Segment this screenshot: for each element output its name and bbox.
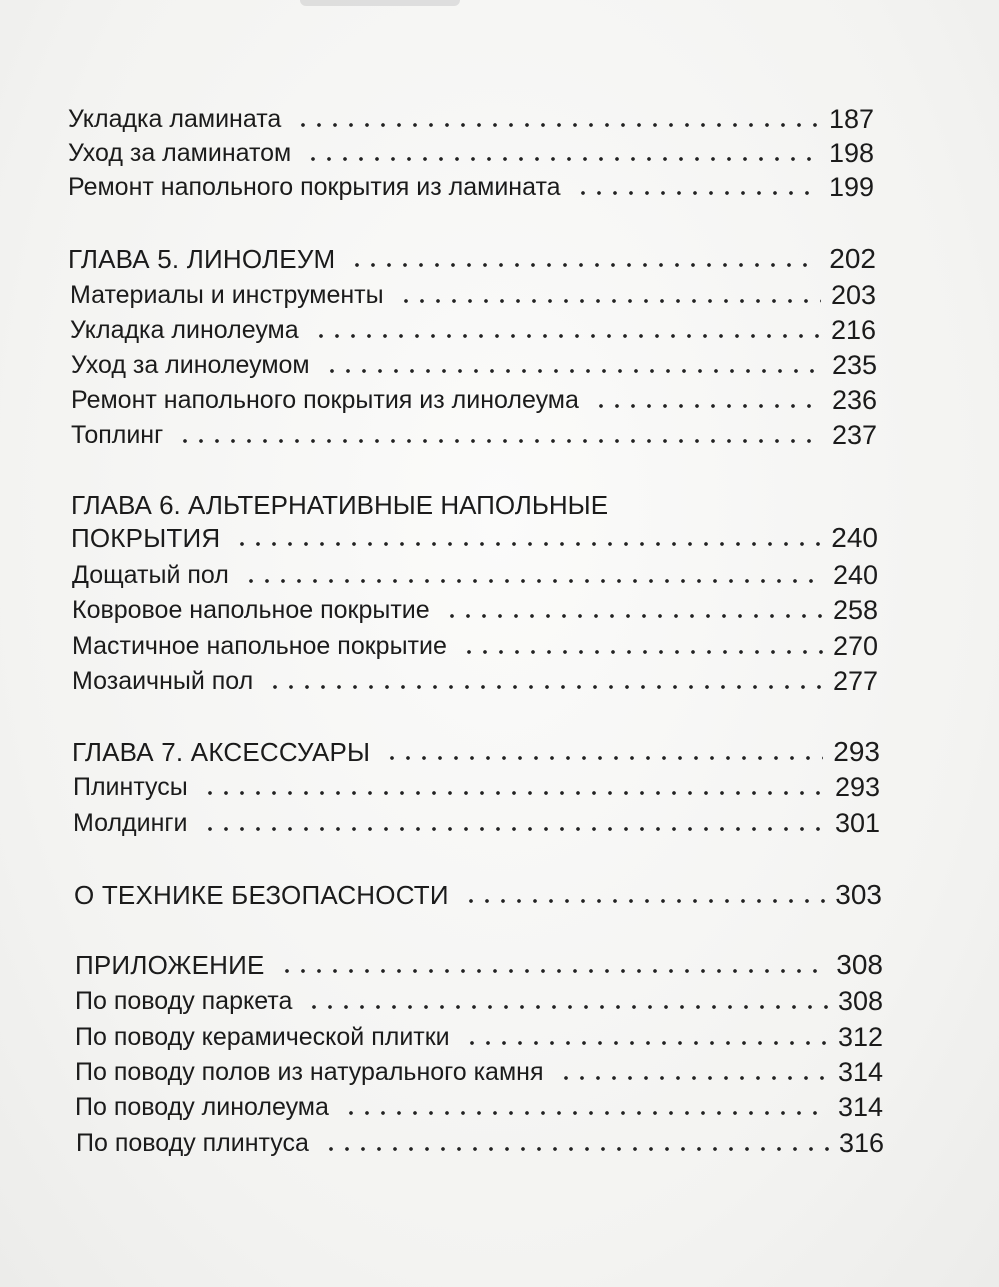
toc-entry-title: Ремонт напольного покрытия из ламината [68,173,561,201]
toc-entry-page: 237 [831,420,877,450]
dot-leader [202,827,825,831]
toc-entry-page: 236 [831,385,877,415]
dot-leader [444,614,823,618]
toc-entry-page: 240 [832,560,878,590]
toc-entry-title: По поводу линолеума [75,1093,329,1121]
toc-chapter-title: ГЛАВА 6. АЛЬТЕРНАТИВНЫЕ НАПОЛЬНЫЕ [71,490,609,520]
toc-entry-page: 314 [837,1092,883,1122]
dot-leader [558,1076,828,1080]
dot-leader [295,123,819,127]
toc-entry-page: 203 [830,280,876,310]
toc-entry [68,134,874,168]
dot-leader [398,299,821,303]
toc-entry [73,804,880,838]
toc-entry-title: Укладка линолеума [70,316,299,344]
dot-leader [575,191,819,195]
toc-entry-title: По поводу полов из натурального камня [75,1058,544,1086]
dot-leader [313,334,821,338]
toc-chapter [75,946,883,980]
toc-entry-page: 316 [838,1128,884,1158]
toc-entry-title: Уход за линолеумом [71,351,310,379]
toc-entry [68,100,874,134]
toc-entry-title: По поводу плинтуса [76,1129,309,1157]
toc-entry [71,416,877,450]
toc-entry-title: По поводу керамической плитки [75,1023,450,1051]
toc-chapter-title: ГЛАВА 5. ЛИНОЛЕУМ [68,244,336,274]
dot-leader [279,969,827,973]
toc-entry [72,556,878,590]
toc-entry-page: 198 [828,138,874,168]
toc-entry-title: Материалы и инструменты [70,281,384,309]
toc-chapter [68,240,876,274]
toc-entry-page: 199 [828,172,874,202]
toc-entry-page: 277 [832,666,878,696]
toc-entry-title: Мастичное напольное покрытие [72,632,447,660]
toc-chapter-page: 293 [833,736,880,767]
toc-entry [72,591,878,625]
toc-entry [75,1088,883,1122]
toc-entry-page: 312 [837,1022,883,1052]
toc-chapter-title: ПРИЛОЖЕНИЕ [75,950,265,980]
dot-leader [177,439,822,443]
dot-leader [267,685,823,689]
toc-entry-page: 187 [828,104,874,134]
dot-leader [324,369,822,373]
toc-entry-page: 293 [834,772,880,802]
dot-leader [384,756,823,760]
dot-leader [343,1111,828,1115]
toc-entry-title: Ремонт напольного покрытия из линолеума [71,386,579,414]
dot-leader [593,404,822,408]
toc-entry-title: Молдинги [73,809,188,837]
toc-entry [73,768,880,802]
dot-leader [323,1147,829,1151]
toc-entry-page: 270 [832,631,878,661]
toc-entry-title: Ковровое напольное покрытие [72,596,430,624]
toc-entry-page: 235 [831,350,877,380]
toc-entry-page: 216 [830,315,876,345]
dot-leader [306,1005,828,1009]
toc-entry-title: Укладка ламината [68,105,282,133]
dot-leader [305,157,819,161]
toc-chapter [71,519,878,553]
toc-entry [70,311,876,345]
toc-chapter-page: 240 [831,522,878,553]
toc-chapter [72,733,880,767]
toc-chapter-title: ПОКРЫТИЯ [71,523,221,553]
toc-entry-title: Топлинг [71,421,164,449]
toc-entry-page: 258 [832,595,878,625]
toc-entry [70,276,876,310]
toc-entry-title: Плинтусы [73,773,188,801]
toc-chapter-page: 202 [829,243,876,274]
toc-entry [75,982,883,1016]
toc-chapter-page: 308 [836,949,883,980]
toc-entry-page: 301 [834,808,880,838]
toc-entry-title: Мозаичный пол [72,667,254,695]
toc-entry [72,627,878,661]
dot-leader [464,1041,828,1045]
dot-leader [461,650,823,654]
toc-entry [71,381,877,415]
toc-chapter-title: ГЛАВА 7. АКСЕССУАРЫ [72,737,371,767]
toc-entry-page: 308 [837,986,883,1016]
dot-leader [463,899,826,903]
toc-chapter [74,876,882,910]
dot-leader [234,542,821,546]
toc-entry [75,1053,883,1087]
toc-entry-title: По поводу паркета [75,987,293,1015]
toc-entry-page: 314 [837,1057,883,1087]
toc-entry-title: Дощатый пол [72,561,229,589]
toc-entry [75,1018,883,1052]
dot-leader [243,579,823,583]
toc-entry [68,168,874,202]
toc-entry [76,1124,884,1158]
dot-leader [349,263,819,267]
toc-entry-title: Уход за ламинатом [68,139,292,167]
toc-entry [72,662,878,696]
toc-entry [71,346,877,380]
dot-leader [202,791,825,795]
toc-chapter-page: 303 [835,879,882,910]
toc-chapter-title: О ТЕХНИКЕ БЕЗОПАСНОСТИ [74,880,449,910]
